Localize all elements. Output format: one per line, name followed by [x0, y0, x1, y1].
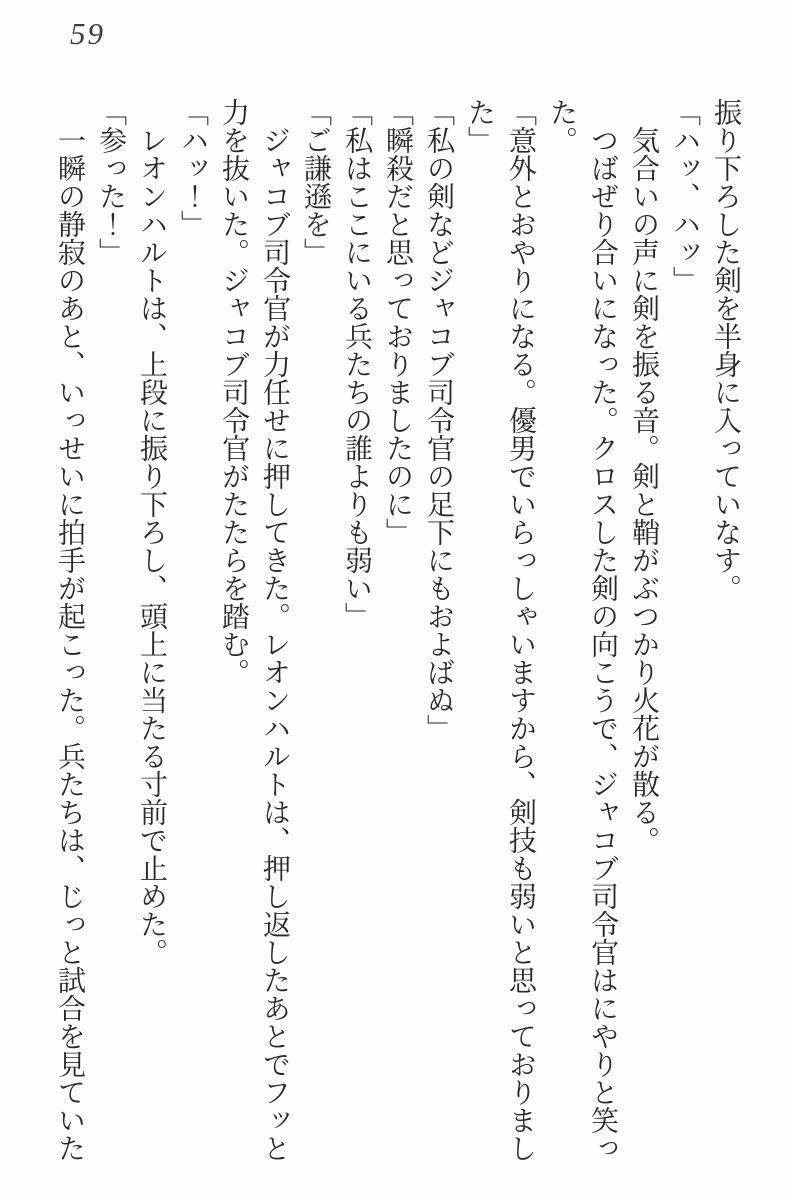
paragraph: 気合いの声に剣を振る音。剣と鞘がぶつかり火花が散る。 — [628, 126, 659, 854]
page-number: 59 — [70, 16, 105, 51]
paragraph: ジャコブ司令官が力任せに押してきた。レオンハルトは、押し返したあとでフッと力を抜いた。ジャコブ司令官がたたらを踏む。 — [218, 98, 290, 1162]
paragraph: 「ご謙遜を」 — [300, 98, 331, 266]
paragraph: 「私の剣などジャコブ司令官の足下にもおよばぬ」 — [423, 98, 454, 742]
body-text — [49, 98, 746, 1162]
paragraph: 「私はここにいる兵たちの誰よりも弱い」 — [341, 98, 372, 630]
paragraph: つばぜり合いになった。クロスした剣の向こうで、ジャコブ司令官はにやりと笑った。 — [546, 98, 618, 1162]
paragraph: レオンハルトは、上段に振り下ろし、頭上に当たる寸前で止めた。 — [136, 126, 167, 966]
paragraph: 「参った！」 — [95, 98, 126, 266]
paragraph: 「ハッ！」 — [177, 98, 208, 238]
paragraph: 振り下ろした剣を半身に入っていなす。 — [710, 98, 741, 602]
paragraph: 「ハッ、ハッ」 — [669, 98, 700, 294]
paragraph: 「瞬殺だと思っておりましたのに」 — [382, 98, 413, 546]
paragraph: 「意外とおやりになる。優男でいらっしゃいますから、剣技も弱いと思っておりました」 — [464, 98, 536, 1162]
paragraph: 一瞬の静寂のあと、いっせいに拍手が起こった。兵たちは、じっと試合を見ていた — [54, 126, 85, 1162]
